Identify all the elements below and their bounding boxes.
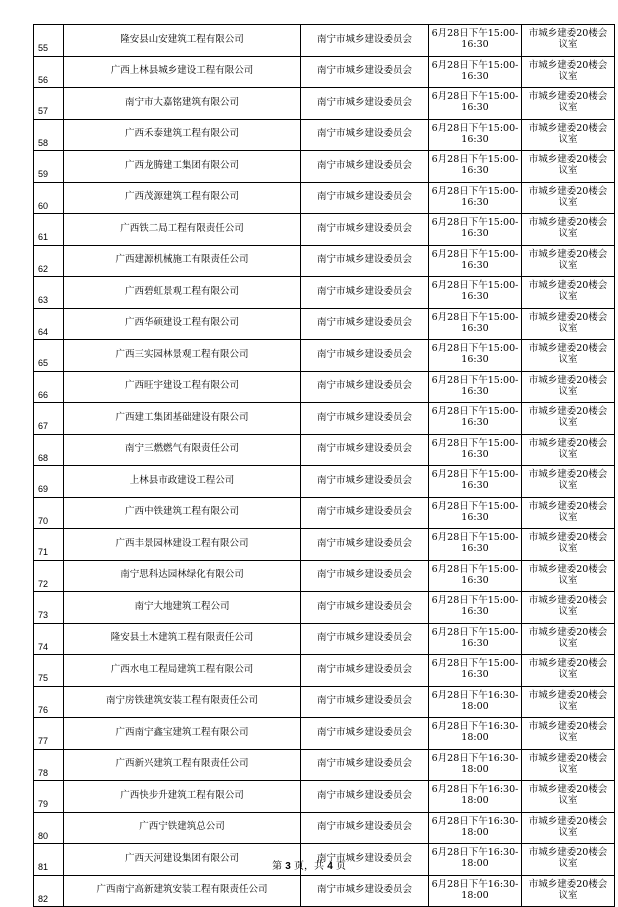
meeting-place-line2: 议室	[558, 889, 578, 901]
meeting-time-line1: 6月28日下午16:30-	[431, 752, 519, 764]
company-name: 广西建源机械施工有限责任公司	[64, 245, 301, 277]
meeting-place	[522, 686, 615, 718]
meeting-place-line2: 议室	[558, 826, 578, 838]
meeting-time	[429, 655, 522, 687]
meeting-time-line2: 16:30	[461, 448, 489, 460]
meeting-place-line1: 市城乡建委20楼会	[528, 406, 608, 418]
meeting-time-line1: 6月28日下午15:00-	[431, 91, 519, 103]
meeting-place	[522, 245, 615, 277]
meeting-time-line2: 18:00	[461, 700, 489, 712]
company-name: 南宁大地建筑工程公司	[64, 592, 301, 624]
meeting-place	[522, 749, 615, 781]
organizer: 南宁市城乡建设委员会	[301, 371, 429, 403]
meeting-time	[429, 497, 522, 529]
row-number: 81	[34, 844, 64, 876]
meeting-time-line1: 6月28日下午15:00-	[431, 500, 519, 512]
meeting-place-line1: 市城乡建委20楼会	[528, 752, 608, 764]
meeting-time	[429, 749, 522, 781]
meeting-time-line1: 6月28日下午16:30-	[431, 784, 519, 796]
meeting-time-line1: 6月28日下午15:00-	[431, 532, 519, 544]
organizer: 南宁市城乡建设委员会	[301, 214, 429, 246]
company-name: 广西龙腾建工集团有限公司	[64, 151, 301, 183]
meeting-place	[522, 25, 615, 57]
organizer: 南宁市城乡建设委员会	[301, 245, 429, 277]
meeting-place-line2: 议室	[558, 322, 578, 334]
row-number: 77	[34, 718, 64, 750]
meeting-time	[429, 25, 522, 57]
meeting-place	[522, 340, 615, 372]
meeting-time-line1: 6月28日下午15:00-	[431, 626, 519, 638]
meeting-time	[429, 119, 522, 151]
row-number: 73	[34, 592, 64, 624]
meeting-time	[429, 560, 522, 592]
meeting-place	[522, 88, 615, 120]
organizer: 南宁市城乡建设委员会	[301, 718, 429, 750]
table-row	[34, 214, 615, 246]
meeting-place-line2: 议室	[558, 165, 578, 177]
meeting-place-line1: 市城乡建委20楼会	[528, 217, 608, 229]
meeting-time-line1: 6月28日下午15:00-	[431, 28, 519, 40]
company-name: 广西三实园林景观工程有限公司	[64, 340, 301, 372]
meeting-time	[429, 151, 522, 183]
meeting-time-line1: 6月28日下午15:00-	[431, 563, 519, 575]
meeting-place-line1: 市城乡建委20楼会	[528, 469, 608, 481]
meeting-place-line1: 市城乡建委20楼会	[528, 343, 608, 355]
meeting-time	[429, 686, 522, 718]
meeting-time-line2: 16:30	[461, 606, 489, 618]
table-row	[34, 749, 615, 781]
meeting-time-line1: 6月28日下午15:00-	[431, 469, 519, 481]
meeting-time-line2: 16:30	[461, 354, 489, 366]
meeting-time	[429, 88, 522, 120]
organizer: 南宁市城乡建设委员会	[301, 88, 429, 120]
row-number: 64	[34, 308, 64, 340]
organizer: 南宁市城乡建设委员会	[301, 403, 429, 435]
organizer: 南宁市城乡建设委员会	[301, 308, 429, 340]
table-row	[34, 623, 615, 655]
row-number: 75	[34, 655, 64, 687]
meeting-place-line1: 市城乡建委20楼会	[528, 122, 608, 134]
row-number: 72	[34, 560, 64, 592]
company-name: 广西水电工程局建筑工程有限公司	[64, 655, 301, 687]
meeting-place	[522, 434, 615, 466]
meeting-place-line2: 议室	[558, 795, 578, 807]
table-row	[34, 25, 615, 57]
organizer: 南宁市城乡建设委员会	[301, 560, 429, 592]
meeting-place	[522, 497, 615, 529]
row-number: 56	[34, 56, 64, 88]
row-number: 70	[34, 497, 64, 529]
meeting-time-line2: 18:00	[461, 858, 489, 870]
meeting-place	[522, 529, 615, 561]
meeting-place	[522, 371, 615, 403]
meeting-place	[522, 151, 615, 183]
organizer: 南宁市城乡建设委员会	[301, 182, 429, 214]
company-name: 隆安县山安建筑工程有限公司	[64, 25, 301, 57]
meeting-time-line2: 16:30	[461, 669, 489, 681]
meeting-time-line2: 16:30	[461, 259, 489, 271]
row-number: 69	[34, 466, 64, 498]
footer-total-pages: 4	[327, 861, 333, 872]
meeting-time	[429, 781, 522, 813]
meeting-place	[522, 56, 615, 88]
meeting-place-line2: 议室	[558, 70, 578, 82]
company-name: 南宁房铁建筑安装工程有限责任公司	[64, 686, 301, 718]
meeting-place	[522, 781, 615, 813]
meeting-time-line1: 6月28日下午15:00-	[431, 185, 519, 197]
table-row	[34, 340, 615, 372]
meeting-time-line2: 16:30	[461, 291, 489, 303]
meeting-place-line1: 市城乡建委20楼会	[528, 595, 608, 607]
meeting-place-line2: 议室	[558, 700, 578, 712]
meeting-time-line2: 16:30	[461, 133, 489, 145]
schedule-table-body	[34, 25, 615, 907]
organizer: 南宁市城乡建设委员会	[301, 497, 429, 529]
meeting-time-line1: 6月28日下午16:30-	[431, 689, 519, 701]
meeting-time	[429, 434, 522, 466]
meeting-time-line2: 18:00	[461, 795, 489, 807]
meeting-place-line1: 市城乡建委20楼会	[528, 185, 608, 197]
organizer: 南宁市城乡建设委员会	[301, 151, 429, 183]
row-number: 74	[34, 623, 64, 655]
meeting-time	[429, 718, 522, 750]
row-number: 66	[34, 371, 64, 403]
company-name: 南宁市大嘉铭建筑有限公司	[64, 88, 301, 120]
meeting-time	[429, 592, 522, 624]
meeting-place	[522, 592, 615, 624]
table-row	[34, 371, 615, 403]
meeting-place-line2: 议室	[558, 291, 578, 303]
table-row	[34, 497, 615, 529]
table-row	[34, 182, 615, 214]
table-row	[34, 56, 615, 88]
meeting-place-line2: 议室	[558, 511, 578, 523]
meeting-place-line1: 市城乡建委20楼会	[528, 500, 608, 512]
meeting-place	[522, 277, 615, 309]
meeting-time-line2: 16:30	[461, 322, 489, 334]
company-name: 广西上林县城乡建设工程有限公司	[64, 56, 301, 88]
table-row	[34, 88, 615, 120]
meeting-time-line2: 16:30	[461, 102, 489, 114]
table-row	[34, 686, 615, 718]
organizer: 南宁市城乡建设委员会	[301, 686, 429, 718]
organizer: 南宁市城乡建设委员会	[301, 340, 429, 372]
table-row	[34, 529, 615, 561]
company-name: 广西丰景园林建设工程有限公司	[64, 529, 301, 561]
meeting-time-line2: 16:30	[461, 637, 489, 649]
meeting-time	[429, 245, 522, 277]
meeting-time-line2: 16:30	[461, 574, 489, 586]
meeting-time-line1: 6月28日下午16:30-	[431, 721, 519, 733]
meeting-place-line1: 市城乡建委20楼会	[528, 878, 608, 890]
row-number: 57	[34, 88, 64, 120]
meeting-time-line1: 6月28日下午16:30-	[431, 878, 519, 890]
meeting-time-line2: 16:30	[461, 480, 489, 492]
meeting-place	[522, 623, 615, 655]
row-number: 62	[34, 245, 64, 277]
row-number: 61	[34, 214, 64, 246]
table-row	[34, 655, 615, 687]
row-number: 76	[34, 686, 64, 718]
meeting-time	[429, 623, 522, 655]
row-number: 80	[34, 812, 64, 844]
row-number: 82	[34, 875, 64, 907]
meeting-time-line2: 16:30	[461, 511, 489, 523]
meeting-time-line1: 6月28日下午15:00-	[431, 122, 519, 134]
company-name: 广西快步升建筑工程有限公司	[64, 781, 301, 813]
organizer: 南宁市城乡建设委员会	[301, 812, 429, 844]
meeting-time-line1: 6月28日下午16:30-	[431, 847, 519, 859]
meeting-place	[522, 182, 615, 214]
meeting-place	[522, 718, 615, 750]
meeting-place-line2: 议室	[558, 669, 578, 681]
meeting-time-line1: 6月28日下午15:00-	[431, 248, 519, 260]
meeting-time-line1: 6月28日下午15:00-	[431, 406, 519, 418]
row-number: 60	[34, 182, 64, 214]
table-row	[34, 245, 615, 277]
table-row	[34, 308, 615, 340]
meeting-place-line2: 议室	[558, 763, 578, 775]
meeting-place-line2: 议室	[558, 574, 578, 586]
row-number: 63	[34, 277, 64, 309]
meeting-place-line2: 议室	[558, 196, 578, 208]
table-row	[34, 151, 615, 183]
meeting-place-line2: 议室	[558, 354, 578, 366]
meeting-time-line1: 6月28日下午15:00-	[431, 343, 519, 355]
meeting-place	[522, 308, 615, 340]
meeting-place-line1: 市城乡建委20楼会	[528, 847, 608, 859]
meeting-time-line2: 18:00	[461, 763, 489, 775]
meeting-place	[522, 119, 615, 151]
meeting-time	[429, 340, 522, 372]
company-name: 隆安县土木建筑工程有限责任公司	[64, 623, 301, 655]
meeting-place	[522, 560, 615, 592]
organizer: 南宁市城乡建设委员会	[301, 781, 429, 813]
organizer: 南宁市城乡建设委员会	[301, 466, 429, 498]
meeting-place	[522, 812, 615, 844]
meeting-time-line1: 6月28日下午15:00-	[431, 658, 519, 670]
meeting-place-line2: 议室	[558, 732, 578, 744]
meeting-time-line1: 6月28日下午15:00-	[431, 154, 519, 166]
meeting-place-line1: 市城乡建委20楼会	[528, 437, 608, 449]
meeting-place-line2: 议室	[558, 480, 578, 492]
meeting-place	[522, 214, 615, 246]
meeting-time	[429, 277, 522, 309]
table-row	[34, 718, 615, 750]
organizer: 南宁市城乡建设委员会	[301, 434, 429, 466]
meeting-time	[429, 812, 522, 844]
meeting-time-line2: 16:30	[461, 39, 489, 51]
row-number: 68	[34, 434, 64, 466]
organizer: 南宁市城乡建设委员会	[301, 25, 429, 57]
meeting-time-line2: 16:30	[461, 228, 489, 240]
meeting-place-line1: 市城乡建委20楼会	[528, 626, 608, 638]
company-name: 广西南宁高新建筑安装工程有限责任公司	[64, 875, 301, 907]
company-name: 广西建工集团基础建设有限公司	[64, 403, 301, 435]
meeting-time	[429, 182, 522, 214]
footer-middle: 页，共	[294, 861, 324, 872]
schedule-table-container	[33, 24, 615, 907]
organizer: 南宁市城乡建设委员会	[301, 529, 429, 561]
meeting-place	[522, 655, 615, 687]
meeting-place-line2: 议室	[558, 228, 578, 240]
organizer: 南宁市城乡建设委员会	[301, 592, 429, 624]
table-row	[34, 592, 615, 624]
company-name: 广西宁铁建筑总公司	[64, 812, 301, 844]
table-row	[34, 812, 615, 844]
meeting-place-line1: 市城乡建委20楼会	[528, 154, 608, 166]
footer-suffix: 页	[335, 861, 346, 872]
meeting-place-line1: 市城乡建委20楼会	[528, 311, 608, 323]
meeting-place-line1: 市城乡建委20楼会	[528, 563, 608, 575]
company-name: 广西碧虹景观工程有限公司	[64, 277, 301, 309]
meeting-place-line2: 议室	[558, 417, 578, 429]
meeting-time-line1: 6月28日下午15:00-	[431, 311, 519, 323]
meeting-place-line1: 市城乡建委20楼会	[528, 28, 608, 40]
meeting-time-line1: 6月28日下午16:30-	[431, 815, 519, 827]
meeting-place-line1: 市城乡建委20楼会	[528, 374, 608, 386]
meeting-place-line1: 市城乡建委20楼会	[528, 91, 608, 103]
organizer: 南宁市城乡建设委员会	[301, 623, 429, 655]
meeting-time-line1: 6月28日下午15:00-	[431, 59, 519, 71]
row-number: 59	[34, 151, 64, 183]
table-row	[34, 560, 615, 592]
meeting-time	[429, 371, 522, 403]
row-number: 65	[34, 340, 64, 372]
company-name: 广西旺宇建设工程有限公司	[64, 371, 301, 403]
company-name: 南宁思科达园林绿化有限公司	[64, 560, 301, 592]
meeting-time-line2: 18:00	[461, 889, 489, 901]
meeting-time-line1: 6月28日下午15:00-	[431, 437, 519, 449]
meeting-time	[429, 466, 522, 498]
meeting-time-line2: 16:30	[461, 165, 489, 177]
organizer: 南宁市城乡建设委员会	[301, 655, 429, 687]
meeting-time	[429, 56, 522, 88]
meeting-time	[429, 214, 522, 246]
meeting-time-line1: 6月28日下午15:00-	[431, 595, 519, 607]
meeting-place-line1: 市城乡建委20楼会	[528, 59, 608, 71]
row-number: 79	[34, 781, 64, 813]
meeting-place-line1: 市城乡建委20楼会	[528, 784, 608, 796]
footer-page-number: 3	[285, 861, 291, 872]
meeting-place-line2: 议室	[558, 385, 578, 397]
organizer: 南宁市城乡建设委员会	[301, 119, 429, 151]
meeting-place-line2: 议室	[558, 858, 578, 870]
row-number: 58	[34, 119, 64, 151]
organizer: 南宁市城乡建设委员会	[301, 749, 429, 781]
meeting-place-line2: 议室	[558, 543, 578, 555]
organizer: 南宁市城乡建设委员会	[301, 56, 429, 88]
page-footer	[0, 857, 618, 872]
meeting-time-line2: 16:30	[461, 543, 489, 555]
meeting-place-line2: 议室	[558, 637, 578, 649]
meeting-time	[429, 308, 522, 340]
meeting-place-line2: 议室	[558, 133, 578, 145]
meeting-time-line1: 6月28日下午15:00-	[431, 374, 519, 386]
meeting-place-line2: 议室	[558, 39, 578, 51]
company-name: 广西天河建设集团有限公司	[64, 844, 301, 876]
meeting-time-line2: 16:30	[461, 385, 489, 397]
meeting-place-line2: 议室	[558, 259, 578, 271]
row-number: 78	[34, 749, 64, 781]
company-name: 广西南宁鑫宝建筑工程有限公司	[64, 718, 301, 750]
table-row	[34, 434, 615, 466]
meeting-place-line1: 市城乡建委20楼会	[528, 689, 608, 701]
meeting-place-line1: 市城乡建委20楼会	[528, 815, 608, 827]
meeting-time	[429, 403, 522, 435]
meeting-place-line2: 议室	[558, 448, 578, 460]
schedule-table	[33, 24, 615, 907]
meeting-place-line1: 市城乡建委20楼会	[528, 280, 608, 292]
table-row	[34, 466, 615, 498]
table-row	[34, 875, 615, 907]
row-number: 67	[34, 403, 64, 435]
table-row	[34, 277, 615, 309]
meeting-time	[429, 875, 522, 907]
table-row	[34, 403, 615, 435]
company-name: 广西铁二局工程有限责任公司	[64, 214, 301, 246]
table-row	[34, 781, 615, 813]
meeting-time-line1: 6月28日下午15:00-	[431, 280, 519, 292]
meeting-place-line2: 议室	[558, 102, 578, 114]
company-name: 上林县市政建设工程公司	[64, 466, 301, 498]
meeting-time-line2: 16:30	[461, 417, 489, 429]
meeting-time-line2: 16:30	[461, 70, 489, 82]
meeting-place	[522, 403, 615, 435]
table-row	[34, 119, 615, 151]
row-number: 55	[34, 25, 64, 57]
meeting-time-line1: 6月28日下午15:00-	[431, 217, 519, 229]
meeting-place-line1: 市城乡建委20楼会	[528, 721, 608, 733]
meeting-place-line1: 市城乡建委20楼会	[528, 248, 608, 260]
meeting-time-line2: 16:30	[461, 196, 489, 208]
meeting-place	[522, 466, 615, 498]
meeting-place-line1: 市城乡建委20楼会	[528, 658, 608, 670]
row-number: 71	[34, 529, 64, 561]
organizer: 南宁市城乡建设委员会	[301, 844, 429, 876]
company-name: 广西禾泰建筑工程有限公司	[64, 119, 301, 151]
company-name: 广西华硕建设工程有限公司	[64, 308, 301, 340]
meeting-place-line1: 市城乡建委20楼会	[528, 532, 608, 544]
meeting-time-line2: 18:00	[461, 732, 489, 744]
meeting-place	[522, 875, 615, 907]
company-name: 南宁三燃燃气有限责任公司	[64, 434, 301, 466]
meeting-time	[429, 529, 522, 561]
organizer: 南宁市城乡建设委员会	[301, 277, 429, 309]
company-name: 广西中铁建筑工程有限公司	[64, 497, 301, 529]
meeting-time-line2: 18:00	[461, 826, 489, 838]
organizer: 南宁市城乡建设委员会	[301, 875, 429, 907]
footer-prefix: 第	[272, 861, 283, 872]
company-name: 广西新兴建筑工程有限责任公司	[64, 749, 301, 781]
meeting-place-line2: 议室	[558, 606, 578, 618]
company-name: 广西茂源建筑工程有限公司	[64, 182, 301, 214]
